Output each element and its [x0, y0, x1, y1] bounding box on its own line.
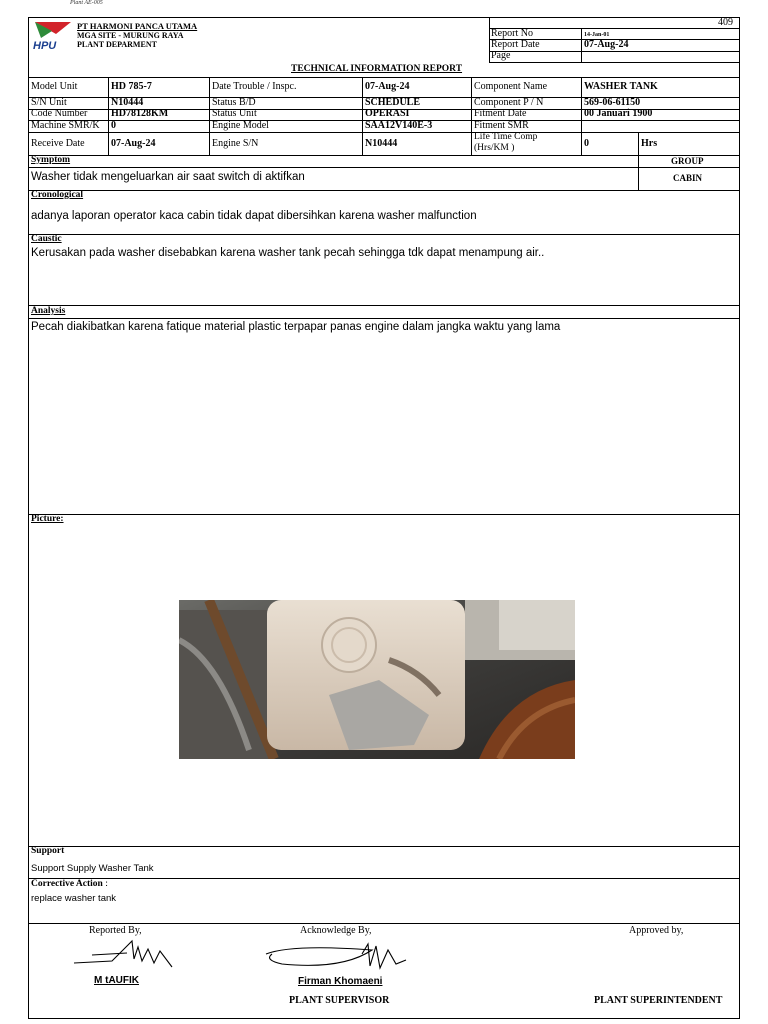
machine-smr-label: Machine SMR/K [31, 120, 100, 131]
report-no-value: 14-Jan-01 [584, 32, 610, 38]
caustic-text: Kerusakan pada washer disebabkan karena washer tank pecah sehingga tdk dapat menampung air.. [31, 247, 545, 259]
component-pn-value: 569-06-61150 [584, 97, 641, 108]
report-title: TECHNICAL INFORMATION REPORT [291, 64, 463, 74]
corrective-label-suffix: : [102, 879, 108, 889]
approved-by-label: Approved by, [629, 925, 684, 936]
support-text: Support Supply Washer Tank [31, 863, 154, 874]
cronological-label: Cronological [31, 190, 84, 200]
analysis-text: Pecah diakibatkan karena fatique material plastic terpapar panas engine dalam jangka waktu yang lama [31, 321, 561, 333]
status-bd-value: SCHEDULE [365, 97, 421, 108]
group-label: GROUP [671, 156, 704, 166]
company-site: MGA SITE - MURUNG RAYA [77, 31, 184, 40]
code-number-value: HD78128KM [111, 108, 169, 119]
component-name-label: Component Name [474, 81, 548, 92]
model-unit-label: Model Unit [31, 81, 78, 92]
top-note: Plant AE-005 [70, 0, 103, 6]
engine-sn-value: N10444 [365, 138, 398, 149]
logo-text: HPU [33, 40, 57, 52]
engine-model-value: SAA12V140E-3 [365, 120, 433, 131]
model-unit-value: HD 785-7 [111, 81, 152, 92]
company-department: PLANT DEPARMENT [77, 40, 157, 49]
picture-label: Picture: [31, 514, 64, 524]
date-trouble-label: Date Trouble / Inspc. [212, 81, 297, 92]
symptom-text: Washer tidak mengeluarkan air saat switch di aktifkan [31, 171, 305, 183]
life-time-label-2: (Hrs/KM ) [474, 143, 515, 153]
symptom-label: Symptom [31, 155, 71, 165]
fitment-date-label: Fitment Date [474, 108, 527, 119]
life-time-unit: Hrs [641, 138, 658, 149]
sn-unit-label: S/N Unit [31, 97, 67, 108]
component-name-value: WASHER TANK [584, 81, 658, 92]
receive-date-label: Receive Date [31, 138, 85, 149]
fitment-smr-label: Fitment SMR [474, 120, 529, 131]
reported-by-label: Reported By, [89, 925, 142, 936]
corrective-text: replace washer tank [31, 893, 117, 904]
page-label: Page [491, 50, 511, 61]
reported-name: M tAUFIK [94, 975, 139, 986]
component-pn-label: Component P / N [474, 97, 544, 108]
corrective-label-wrap [31, 879, 108, 889]
engine-sn-label: Engine S/N [212, 138, 259, 149]
status-unit-value: OPERASI [365, 108, 410, 119]
support-label: Support [31, 846, 65, 856]
life-time-value: 0 [584, 138, 589, 149]
page-number: 409 [718, 17, 733, 28]
report-date-value: 07-Aug-24 [584, 39, 629, 50]
acknowledge-title: PLANT SUPERVISOR [289, 995, 390, 1006]
acknowledge-name: Firman Khomaeni [298, 976, 383, 987]
caustic-label: Caustic [31, 234, 62, 244]
fitment-date-value: 00 Januari 1900 [584, 108, 653, 119]
sn-unit-value: N10444 [111, 97, 144, 108]
corrective-label: Corrective Action [31, 879, 103, 889]
acknowledge-by-label: Acknowledge By, [300, 925, 372, 936]
life-time-label-1: Life Time Comp [474, 132, 538, 142]
report-no-label: Report No [491, 28, 533, 39]
engine-model-label: Engine Model [212, 120, 269, 131]
company-name: PT HARMONI PANCA UTAMA [77, 21, 198, 31]
reported-signature-icon [72, 937, 182, 971]
approved-title: PLANT SUPERINTENDENT [594, 995, 723, 1006]
date-trouble-value: 07-Aug-24 [365, 81, 410, 92]
report-date-label: Report Date [491, 39, 540, 50]
cronological-text: adanya laporan operator kaca cabin tidak dapat dibersihkan karena washer malfunction [31, 210, 477, 222]
group-value: CABIN [673, 173, 703, 183]
acknowledge-signature-icon [262, 940, 412, 974]
analysis-label: Analysis [31, 306, 66, 316]
code-number-label: Code Number [31, 108, 88, 119]
company-logo [32, 20, 74, 52]
status-bd-label: Status B/D [212, 97, 256, 108]
receive-date-value: 07-Aug-24 [111, 138, 156, 149]
machine-smr-value: 0 [111, 120, 116, 131]
status-unit-label: Status Unit [212, 108, 257, 119]
washer-tank-photo [179, 600, 575, 759]
